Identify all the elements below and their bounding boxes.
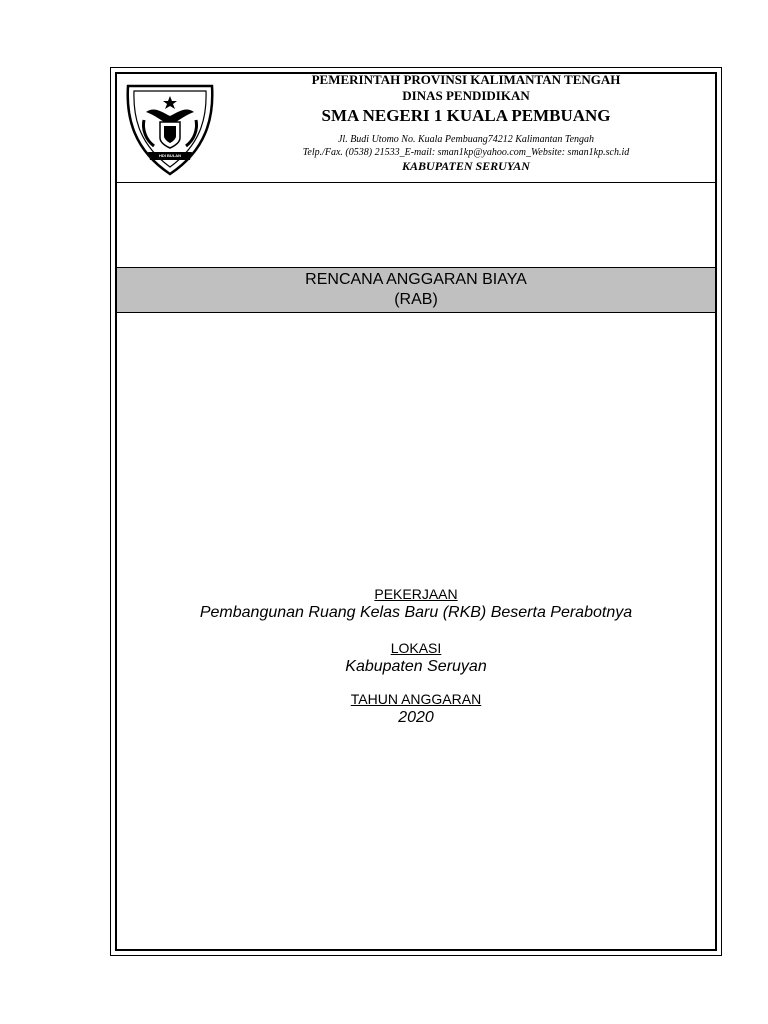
logo-banner-text: HDI BULAN xyxy=(159,153,181,158)
district-name: KABUPATEN SERUYAN xyxy=(402,159,530,173)
school-name: SMA NEGERI 1 KUALA PEMBUANG xyxy=(321,106,611,125)
letterhead-text xyxy=(217,74,715,173)
work-label: PEKERJAAN xyxy=(374,586,458,602)
location-label: LOKASI xyxy=(390,640,442,656)
document-title-band xyxy=(117,267,715,313)
letterhead xyxy=(117,74,715,183)
budget-year-value: 2020 xyxy=(398,709,434,726)
document-title: RENCANA ANGGARAN BIAYA xyxy=(305,271,527,288)
school-address: Jl. Budi Utomo No. Kuala Pembuang74212 Kalimantan Tengah xyxy=(337,134,595,145)
budget-year-label: TAHUN ANGGARAN xyxy=(350,691,482,707)
regional-emblem-icon xyxy=(124,78,216,178)
department-name: DINAS PENDIDIKAN xyxy=(402,88,530,103)
school-contact: Telp./Fax. (0538) 21533_E-mail: sman1kp@yahoo.com_Website: sman1kp.sch.id xyxy=(302,147,630,158)
location-value: Kabupaten Seruyan xyxy=(345,658,487,675)
project-details xyxy=(117,585,715,728)
inner-frame xyxy=(115,72,717,951)
document-subtitle: (RAB) xyxy=(394,291,438,308)
government-name: PEMERINTAH PROVINSI KALIMANTAN TENGAH xyxy=(311,72,621,87)
work-value: Pembangunan Ruang Kelas Baru (RKB) Beserta Perabotnya xyxy=(199,604,633,621)
